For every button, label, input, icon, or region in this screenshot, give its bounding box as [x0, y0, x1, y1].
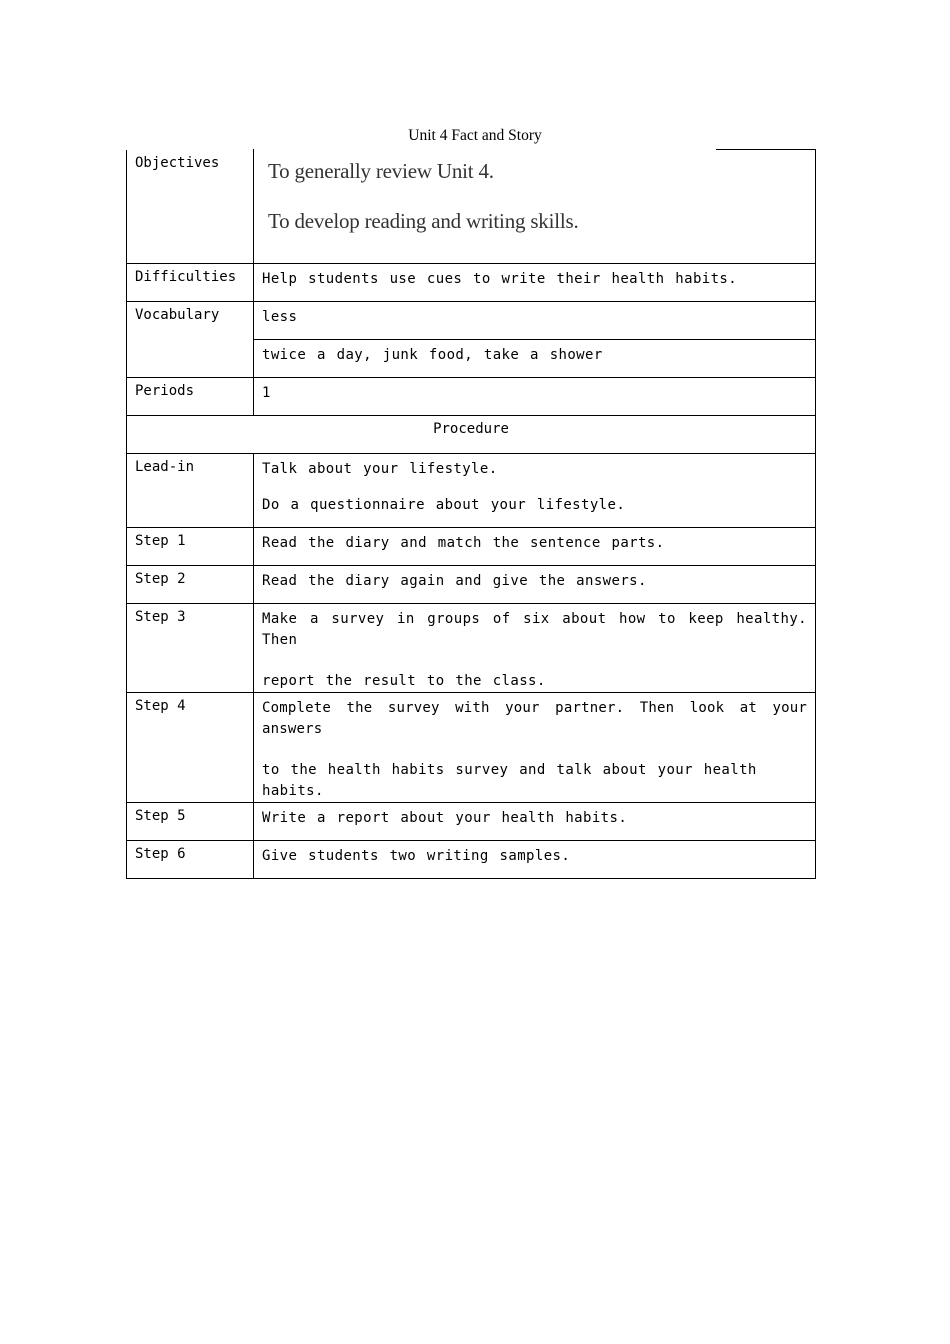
- lead-in-row: [127, 454, 816, 528]
- vocabulary-label: Vocabulary: [127, 302, 254, 378]
- step-2-row: [127, 566, 816, 604]
- difficulties-text: Help students use cues to write their health habits.: [262, 271, 738, 287]
- step-1-label: Step 1: [127, 528, 254, 566]
- periods-label: Periods: [127, 378, 254, 416]
- step-4-content: [254, 693, 816, 803]
- step-5-content: [254, 803, 816, 841]
- lesson-plan-table: [126, 149, 816, 879]
- lead-in-content: [254, 454, 816, 528]
- lead-in-line-1: Talk about your lifestyle.: [262, 461, 498, 477]
- vocabulary-phrases: [254, 340, 816, 378]
- step-2-label: Step 2: [127, 566, 254, 604]
- objectives-content: [254, 150, 816, 264]
- step-3-line-1: Make a survey in groups of six about how to keep healthy. Then: [262, 611, 807, 648]
- step-5-line-1: Write a report about your health habits.: [262, 810, 628, 826]
- step-5-label: Step 5: [127, 803, 254, 841]
- step-2-content: [254, 566, 816, 604]
- vocabulary-phrases-text: twice a day, junk food, take a shower: [262, 347, 603, 363]
- vocabulary-words: [254, 302, 816, 340]
- procedure-heading: Procedure: [127, 416, 816, 454]
- step-6-label: Step 6: [127, 841, 254, 879]
- difficulties-content: [254, 264, 816, 302]
- difficulties-label: Difficulties: [127, 264, 254, 302]
- document-title: Unit 4 Fact and Story: [408, 127, 542, 144]
- objectives-label: Objectives: [127, 150, 254, 264]
- step-1-content: [254, 528, 816, 566]
- difficulties-row: [127, 264, 816, 302]
- lead-in-label: Lead-in: [127, 454, 254, 528]
- step-6-line-1: Give students two writing samples.: [262, 848, 571, 864]
- step-4-row: [127, 693, 816, 803]
- periods-value: 1: [262, 385, 271, 401]
- step-4-line-1: Complete the survey with your partner. Then look at your answers: [262, 700, 807, 737]
- step-6-row: [127, 841, 816, 879]
- step-4-line-2: to the health habits survey and talk about your health habits.: [262, 762, 757, 799]
- objective-line-2: To develop reading and writing skills.: [268, 209, 579, 233]
- step-3-row: [127, 604, 816, 693]
- procedure-heading-row: [127, 416, 816, 454]
- objectives-row: [127, 150, 816, 264]
- step-3-line-2: report the result to the class.: [262, 673, 546, 689]
- step-5-row: [127, 803, 816, 841]
- step-3-content: [254, 604, 816, 693]
- step-3-label: Step 3: [127, 604, 254, 693]
- lead-in-line-2: Do a questionnaire about your lifestyle.: [262, 497, 626, 513]
- title-gap: [254, 149, 716, 151]
- step-2-line-1: Read the diary again and give the answers.: [262, 573, 647, 589]
- periods-content: [254, 378, 816, 416]
- objective-line-1: To generally review Unit 4.: [268, 159, 494, 183]
- vocabulary-row-words: [127, 302, 816, 340]
- step-6-content: [254, 841, 816, 879]
- step-1-row: [127, 528, 816, 566]
- periods-row: [127, 378, 816, 416]
- vocabulary-words-text: less: [262, 309, 298, 325]
- step-4-label: Step 4: [127, 693, 254, 803]
- step-1-line-1: Read the diary and match the sentence parts.: [262, 535, 665, 551]
